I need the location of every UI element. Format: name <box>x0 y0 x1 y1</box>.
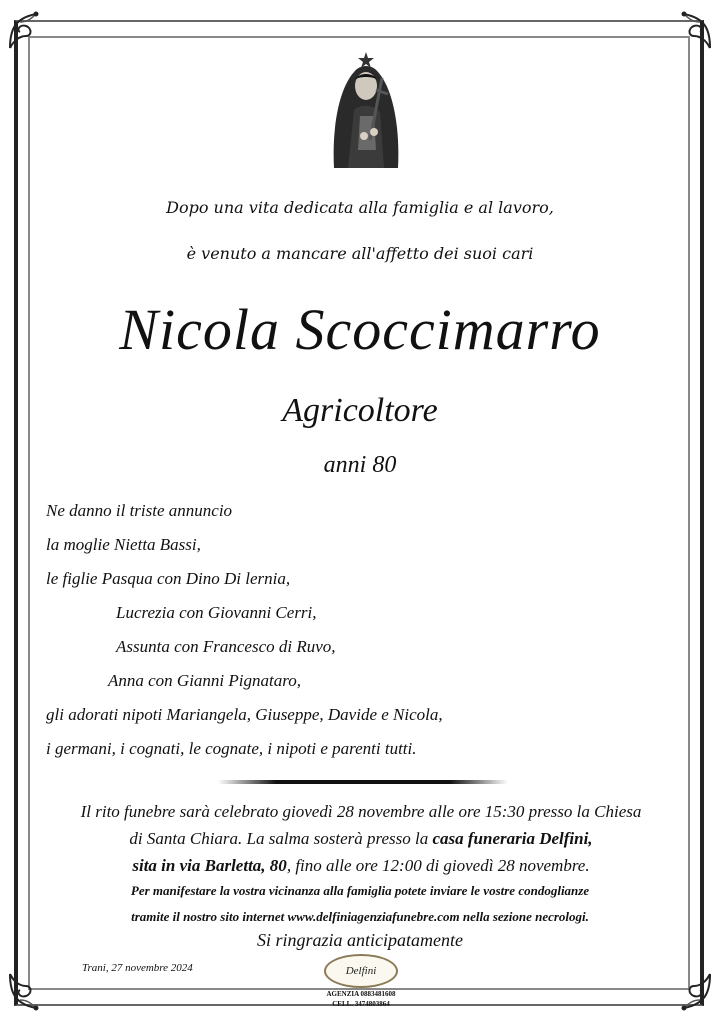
section-divider <box>218 780 508 784</box>
funeral-home-address: sita in via Barletta, 80 <box>132 856 287 875</box>
rite-line-3-text: , fino alle ore 12:00 di giovedì 28 novembre. <box>286 856 590 875</box>
deceased-age: anni 80 <box>323 452 397 478</box>
corner-ornament-icon <box>6 10 48 52</box>
mourner-line: la moglie Nietta Bassi, <box>46 535 201 554</box>
cell-phone: CELL. 3474803864 <box>332 1000 390 1008</box>
logo-oval <box>324 954 398 988</box>
rite-line-2-text: di Santa Chiara. La salma sosterà presso la <box>129 829 433 848</box>
condolence-notice <box>32 878 688 930</box>
notice-line-2: tramite il nostro sito internet www.delfiniagenziafunebre.com nella sezione necrologi. <box>131 909 589 924</box>
deceased-name: Nicola Scoccimarro <box>119 297 601 362</box>
religious-portrait-image <box>324 50 408 168</box>
funeral-rite-details <box>40 798 682 879</box>
thanks-line: Si ringrazia anticipatamente <box>257 930 463 950</box>
agency-phone: AGENZIA 0883481608 <box>326 990 396 998</box>
corner-ornament-icon <box>6 970 48 1012</box>
corner-ornament-icon <box>672 10 714 52</box>
rite-line-2 <box>40 825 682 852</box>
rite-line-1: Il rito funebre sarà celebrato giovedì 28 novembre alle ore 15:30 presso la Chiesa <box>80 802 642 821</box>
mourner-line: Lucrezia con Giovanni Cerri, <box>116 603 317 622</box>
publication-date: Trani, 27 novembre 2024 <box>82 962 193 974</box>
mourner-line: i germani, i cognati, le cognate, i nipoti e parenti tutti. <box>46 739 417 758</box>
rite-line-3 <box>40 852 682 879</box>
intro-line-2: è venuto a mancare all'affetto dei suoi cari <box>186 244 534 263</box>
deceased-profession: Agricoltore <box>282 392 438 429</box>
logo-brand: Delfini <box>345 965 377 977</box>
mourner-line: Ne danno il triste annuncio <box>46 501 233 520</box>
intro-line-1: Dopo una vita dedicata alla famiglia e al lavoro, <box>166 198 554 217</box>
mourner-line: le figlie Pasqua con Dino Di lernia, <box>46 569 291 588</box>
mourners-list <box>46 494 646 766</box>
corner-ornament-icon <box>672 970 714 1012</box>
mourner-line: Anna con Gianni Pignataro, <box>108 671 301 690</box>
mourner-line: gli adorati nipoti Mariangela, Giuseppe, Davide e Nicola, <box>46 705 443 724</box>
mourner-line: Assunta con Francesco di Ruvo, <box>116 637 336 656</box>
funeral-home-name: casa funeraria Delfini, <box>432 829 593 848</box>
agency-logo <box>318 954 404 1012</box>
notice-line-1: Per manifestare la vostra vicinanza alla famiglia potete inviare le vostre condoglianze <box>130 883 590 898</box>
